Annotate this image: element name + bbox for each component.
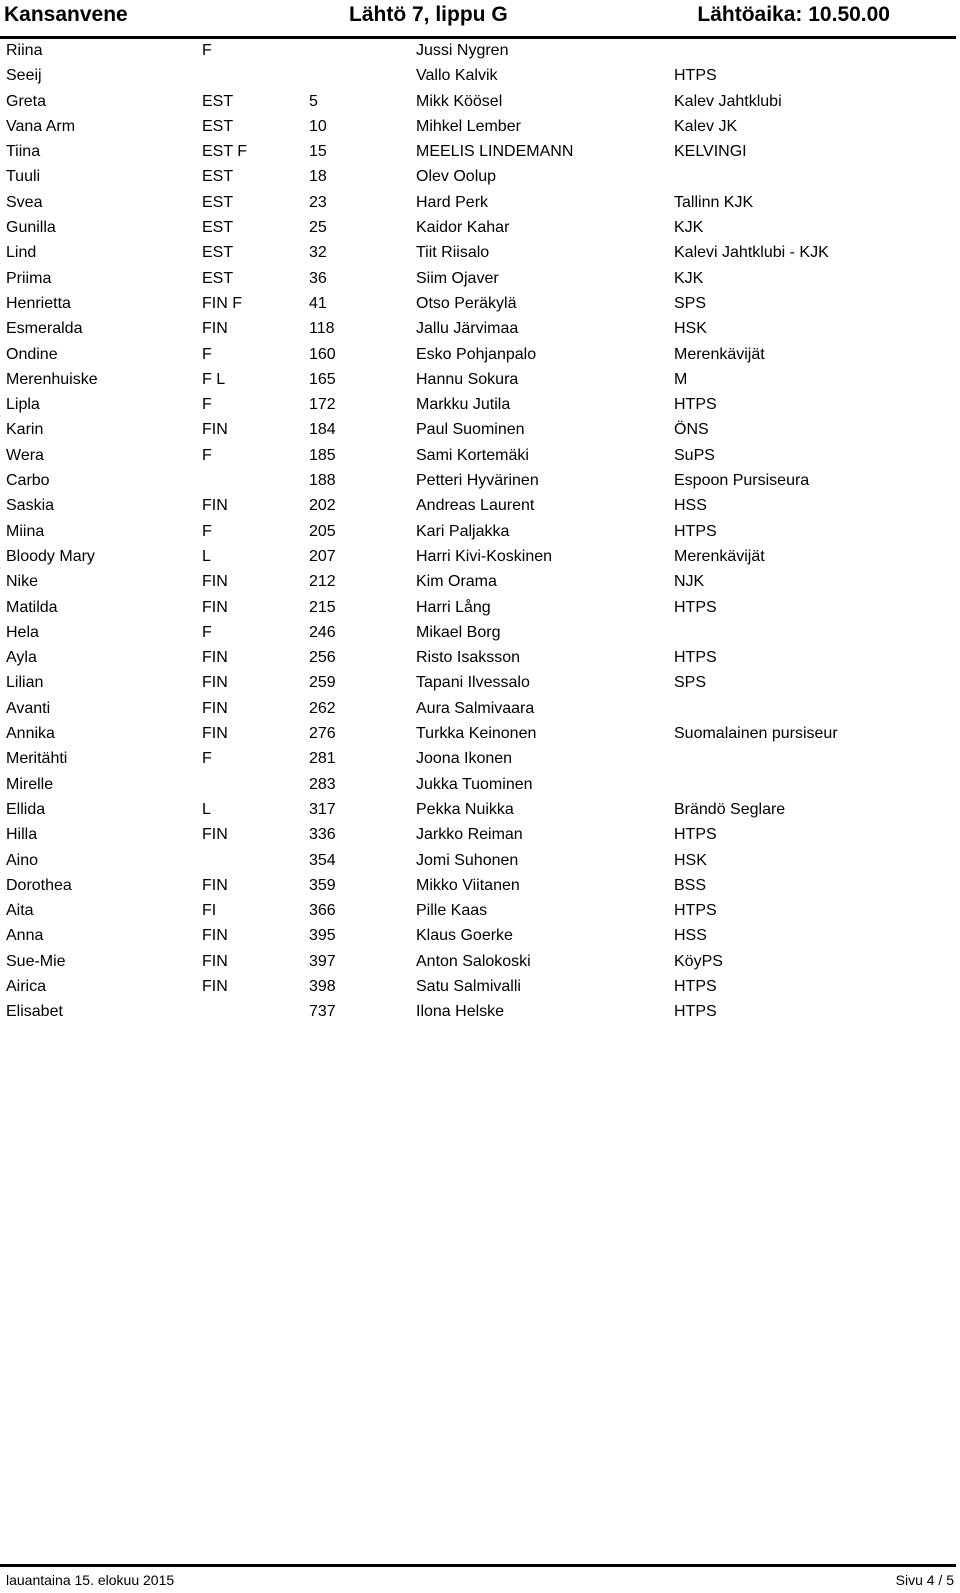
nationality: FIN [202, 674, 228, 692]
page-header [0, 0, 956, 39]
skipper-name: Olev Oolup [416, 168, 497, 186]
nationality: EST [202, 92, 234, 110]
nationality: EST [202, 269, 234, 287]
skipper-name: Turkka Keinonen [416, 725, 537, 743]
skipper-name: Tapani Ilvessalo [416, 674, 530, 692]
table-row [0, 595, 960, 620]
table-row [0, 999, 960, 1024]
sail-number: 256 [309, 649, 336, 667]
skipper-name: Aura Salmivaara [416, 699, 535, 717]
club-name: HTPS [674, 1003, 717, 1021]
sail-number: 262 [309, 699, 336, 717]
nationality: F [202, 623, 212, 641]
skipper-name: Markku Jutila [416, 396, 511, 414]
nationality: FIN [202, 927, 228, 945]
sail-number: 395 [309, 927, 336, 945]
skipper-name: Risto Isaksson [416, 649, 521, 667]
boat-name: Avanti [6, 699, 51, 717]
skipper-name: Hard Perk [416, 193, 489, 211]
class-title: Kansanvene [4, 3, 128, 26]
table-row [0, 797, 960, 822]
club-name: Merenkävijät [674, 547, 765, 565]
boat-name: Hela [6, 623, 39, 641]
skipper-name: Andreas Laurent [416, 497, 535, 515]
boat-name: Merenhuiske [6, 370, 98, 388]
boat-name: Karin [6, 421, 44, 439]
sail-number: 118 [309, 320, 335, 338]
table-row [0, 190, 960, 215]
boat-name: Gunilla [6, 219, 56, 237]
table-row [0, 291, 960, 316]
sail-number: 215 [309, 598, 336, 616]
table-row [0, 923, 960, 948]
nationality: FIN [202, 421, 228, 439]
skipper-name: Klaus Goerke [416, 927, 513, 945]
nationality: FIN [202, 826, 228, 844]
club-name: HSK [674, 320, 707, 338]
skipper-name: Harri Kivi-Koskinen [416, 547, 553, 565]
sail-number: 398 [309, 977, 336, 995]
club-name: HSS [674, 927, 707, 945]
nationality: F [202, 42, 212, 59]
start-time: Lähtöaika: 10.50.00 [697, 3, 890, 26]
boat-name: Vana Arm [6, 117, 76, 135]
club-name: HTPS [674, 977, 717, 995]
table-row [0, 215, 960, 240]
nationality: F [202, 750, 212, 768]
sail-number: 259 [309, 674, 336, 692]
nationality: FIN [202, 977, 228, 995]
sail-number: 188 [309, 472, 336, 490]
club-name: HSS [674, 497, 707, 515]
sail-number: 184 [309, 421, 336, 439]
sail-number: 281 [309, 750, 336, 768]
boat-name: Riina [6, 42, 43, 59]
sail-number: 18 [309, 168, 327, 186]
table-row [0, 974, 960, 999]
table-row [0, 139, 960, 164]
table-row [0, 164, 960, 189]
club-name: HTPS [674, 902, 717, 920]
sail-number: 36 [309, 269, 327, 287]
skipper-name: Mikko Viitanen [416, 876, 520, 894]
skipper-name: Tiit Riisalo [416, 244, 490, 262]
table-row [0, 443, 960, 468]
boat-name: Hilla [6, 826, 38, 844]
club-name: Kalevi Jahtklubi - KJK [674, 244, 829, 262]
table-row [0, 746, 960, 771]
nationality: FIN [202, 699, 228, 717]
boat-name: Ondine [6, 345, 58, 363]
club-name: Suomalainen pursiseur [674, 725, 838, 743]
table-row [0, 240, 960, 265]
page-number: Sivu 4 / 5 [895, 1572, 954, 1588]
skipper-name: Joona Ikonen [416, 750, 513, 768]
club-name: SPS [674, 294, 707, 312]
table-row [0, 468, 960, 493]
skipper-name: MEELIS LINDEMANN [416, 143, 574, 161]
skipper-name: Sami Kortemäki [416, 446, 529, 464]
boat-name: Lilian [6, 674, 44, 692]
skipper-name: Jarkko Reiman [416, 826, 523, 844]
table-row [0, 949, 960, 974]
sail-number: 15 [309, 143, 327, 161]
skipper-name: Pekka Nuikka [416, 800, 514, 818]
club-name: ÖNS [674, 421, 709, 439]
club-name: SuPS [674, 446, 715, 464]
table-row [0, 367, 960, 392]
club-name: SPS [674, 674, 707, 692]
boat-name: Bloody Mary [6, 547, 95, 565]
table-row [0, 898, 960, 923]
nationality: F [202, 396, 212, 414]
skipper-name: Hannu Sokura [416, 370, 519, 388]
sail-number: 276 [309, 725, 336, 743]
table-row [0, 38, 960, 63]
sail-number: 160 [309, 345, 336, 363]
skipper-name: Siim Ojaver [416, 269, 499, 287]
nationality: FIN [202, 573, 228, 591]
boat-name: Matilda [6, 598, 58, 616]
table-row [0, 822, 960, 847]
club-name: KöyPS [674, 952, 723, 970]
footer-date: lauantaina 15. elokuu 2015 [6, 1572, 175, 1588]
sail-number: 10 [309, 117, 327, 135]
sail-number: 283 [309, 775, 336, 793]
boat-name: Esmeralda [6, 320, 83, 338]
skipper-name: Satu Salmivalli [416, 977, 521, 995]
club-name: Tallinn KJK [674, 193, 754, 211]
skipper-name: Esko Pohjanpalo [416, 345, 537, 363]
club-name: Merenkävijät [674, 345, 765, 363]
table-row [0, 620, 960, 645]
boat-name: Airica [6, 977, 47, 995]
nationality: FIN F [202, 294, 242, 312]
skipper-name: Kari Paljakka [416, 522, 510, 540]
sail-number: 336 [309, 826, 336, 844]
sail-number: 207 [309, 547, 336, 565]
nationality: F [202, 522, 212, 540]
boat-name: Sue-Mie [6, 952, 66, 970]
table-row [0, 772, 960, 797]
sail-number: 366 [309, 902, 336, 920]
skipper-name: Pille Kaas [416, 902, 488, 920]
table-row [0, 63, 960, 88]
footer-divider [0, 1564, 956, 1567]
skipper-name: Harri Lång [416, 598, 491, 616]
nationality: FI [202, 902, 217, 920]
nationality: FIN [202, 876, 228, 894]
club-name: Brändö Seglare [674, 800, 786, 818]
boat-name: Carbo [6, 472, 50, 490]
nationality: FIN [202, 320, 228, 338]
sail-number: 5 [309, 92, 318, 110]
boat-name: Aino [6, 851, 39, 869]
skipper-name: Jallu Järvimaa [416, 320, 519, 338]
nationality: EST [202, 117, 234, 135]
nationality: EST [202, 219, 234, 237]
start-title: Lähtö 7, lippu G [349, 3, 508, 26]
sail-number: 737 [309, 1003, 336, 1021]
sail-number: 246 [309, 623, 336, 641]
boat-name: Seeij [6, 67, 42, 85]
boat-name: Anna [6, 927, 44, 945]
sail-number: 172 [309, 396, 336, 414]
skipper-name: Mikael Borg [416, 623, 501, 641]
boat-name: Elisabet [6, 1003, 63, 1021]
table-row [0, 873, 960, 898]
sail-number: 165 [309, 370, 336, 388]
club-name: Kalev Jahtklubi [674, 92, 782, 110]
boat-name: Lipla [6, 396, 40, 414]
table-row [0, 848, 960, 873]
table-row [0, 645, 960, 670]
boat-name: Ayla [6, 649, 37, 667]
nationality: F [202, 446, 212, 464]
skipper-name: Jussi Nygren [416, 42, 509, 59]
boat-name: Henrietta [6, 294, 71, 312]
club-name: BSS [674, 876, 707, 894]
table-row [0, 670, 960, 695]
boat-name: Wera [6, 446, 44, 464]
nationality: EST [202, 168, 234, 186]
table-row [0, 696, 960, 721]
sail-number: 32 [309, 244, 327, 262]
table-row [0, 544, 960, 569]
nationality: F L [202, 370, 226, 388]
skipper-name: Petteri Hyvärinen [416, 472, 539, 490]
nationality: FIN [202, 952, 228, 970]
sail-number: 397 [309, 952, 336, 970]
boat-name: Ellida [6, 800, 46, 818]
sail-number: 317 [309, 800, 336, 818]
club-name: HTPS [674, 522, 717, 540]
skipper-name: Kim Orama [416, 573, 497, 591]
club-name: KJK [674, 219, 704, 237]
skipper-name: Jomi Suhonen [416, 851, 519, 869]
table-row [0, 266, 960, 291]
boat-name: Tuuli [6, 168, 41, 186]
table-row [0, 569, 960, 594]
skipper-name: Paul Suominen [416, 421, 525, 439]
sail-number: 354 [309, 851, 336, 869]
sail-number: 212 [309, 573, 336, 591]
table-row [0, 721, 960, 746]
table-row [0, 417, 960, 442]
boat-name: Lind [6, 244, 37, 262]
club-name: M [674, 370, 688, 388]
sail-number: 185 [309, 446, 336, 464]
skipper-name: Otso Peräkylä [416, 294, 517, 312]
skipper-name: Mikk Köösel [416, 92, 503, 110]
skipper-name: Kaidor Kahar [416, 219, 510, 237]
table-row [0, 493, 960, 518]
boat-name: Mirelle [6, 775, 54, 793]
club-name: HTPS [674, 396, 717, 414]
club-name: Espoon Pursiseura [674, 472, 810, 490]
boat-name: Miina [6, 522, 45, 540]
club-name: HTPS [674, 649, 717, 667]
nationality: FIN [202, 497, 228, 515]
sail-number: 41 [309, 294, 327, 312]
sail-number: 205 [309, 522, 336, 540]
nationality: FIN [202, 598, 228, 616]
table-row [0, 342, 960, 367]
boat-name: Svea [6, 193, 43, 211]
table-row [0, 316, 960, 341]
club-name: Kalev JK [674, 117, 738, 135]
boat-name: Nike [6, 573, 39, 591]
club-name: NJK [674, 573, 705, 591]
boat-name: Saskia [6, 497, 55, 515]
club-name: HTPS [674, 598, 717, 616]
nationality: EST F [202, 143, 248, 161]
skipper-name: Anton Salokoski [416, 952, 531, 970]
boat-name: Aita [6, 902, 34, 920]
sail-number: 359 [309, 876, 336, 894]
boat-name: Dorothea [6, 876, 72, 894]
nationality: EST [202, 193, 234, 211]
boat-name: Meritähti [6, 750, 68, 768]
boat-name: Annika [6, 725, 55, 743]
nationality: FIN [202, 725, 228, 743]
nationality: FIN [202, 649, 228, 667]
boat-name: Greta [6, 92, 47, 110]
table-row [0, 392, 960, 417]
boat-name: Priima [6, 269, 52, 287]
club-name: KJK [674, 269, 704, 287]
sail-number: 23 [309, 193, 327, 211]
club-name: KELVINGI [674, 143, 747, 161]
sail-number: 202 [309, 497, 336, 515]
table-row [0, 114, 960, 139]
nationality: EST [202, 244, 234, 262]
boat-name: Tiina [6, 143, 41, 161]
skipper-name: Mihkel Lember [416, 117, 521, 135]
table-row [0, 89, 960, 114]
nationality: L [202, 800, 211, 818]
skipper-name: Jukka Tuominen [416, 775, 533, 793]
nationality: F [202, 345, 212, 363]
club-name: HTPS [674, 67, 717, 85]
nationality: L [202, 547, 211, 565]
club-name: HSK [674, 851, 707, 869]
table-row [0, 519, 960, 544]
sail-number: 25 [309, 219, 327, 237]
skipper-name: Vallo Kalvik [416, 67, 498, 85]
club-name: HTPS [674, 826, 717, 844]
skipper-name: Ilona Helske [416, 1003, 505, 1021]
entry-list [0, 38, 960, 1025]
